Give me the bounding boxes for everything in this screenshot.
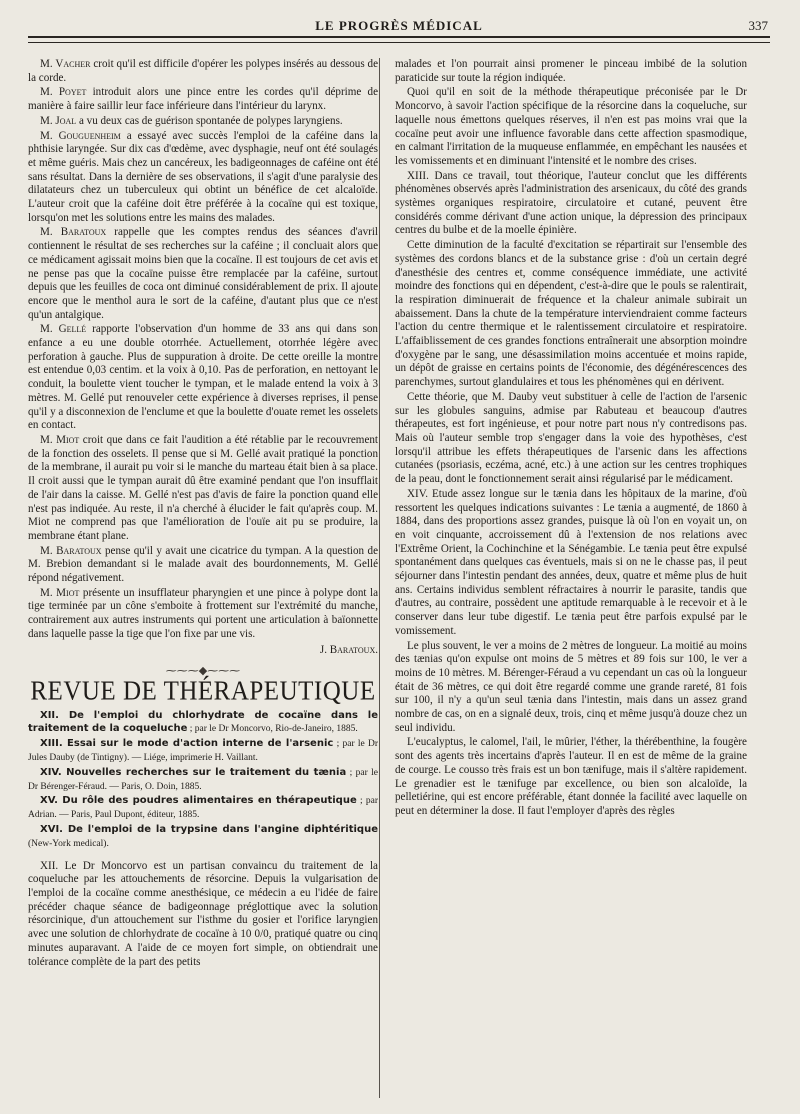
paragraph-text: croit qu'il est difficile d'opérer les polypes insérés au dessous de la corde. <box>28 58 378 84</box>
reference-number: XV. <box>40 795 63 807</box>
page-number: 337 <box>748 18 768 33</box>
reference-item <box>28 737 378 765</box>
header-rule <box>28 42 770 43</box>
review-paragraph: L'eucalyptus, le calomel, l'ail, le mûrier, l'éther, la thérébenthine, la fougère sont des agents très incertains d'après l'auteur. Il en est de même de la graine de courge. Le cousso très frais est un bon tænifuge, mais il s'altère rapidement. Le grenadier est le tænifuge par excellence, ou bien son alcaloïde, la pelletiérine, qui est encore préférable, étant donnée la facilité avec laquelle on peut en déterminer la dose. Il faut l'employer d'après des règles <box>395 736 747 817</box>
reference-item <box>28 823 378 851</box>
review-paragraph: Cette diminution de la faculté d'excitation se répartirait sur l'ensemble des systèmes des cordons blancs et de la substance grise : d'où un certain degré d'anesthésie des centres et, comme conséquence immédiate, une activité moindre des fonctions qui en dépendent, c'est-à-dire que le pouls se ralentirait, la respiration diminuerait de fréquence et la chaleur animale subirait un abaissement. Dans la chute de la température interviendraient comme facteurs l'action du centre thermique et le ralentissement circulatoire et respiratoire. L'affaiblissement de ces grandes fonctions entraînerait une absorption moindre d'oxygène par le sang, une désassimilation moins accentuée et moins rapide, un dépôt de graisse en certains points de l'économie, des dégénérescences des parenchymes, surtout glandulaires et tous les phénomènes qui en dérivent. <box>395 239 747 389</box>
reference-title: Du rôle des poudres alimentaires en thérapeutique <box>62 795 357 807</box>
paragraph-text: présente un insufflateur pharyngien et une pince à polype dont la tige terminée par un cône s'emboite à frottement sur l'extrémité du manche, contrairement aux autres instruments qui portent une articulation à baïonnette dans laquelle passe la tige que l'on fixe par une vis. <box>28 586 379 640</box>
paragraph-text: a vu deux cas de guérison spontanée de polypes laryngiens. <box>76 114 343 127</box>
reference-title: Essai sur le mode d'action interne de l'arsenic <box>67 738 334 750</box>
speaker-name: M. Poyet <box>40 86 87 99</box>
speaker-name: M. Joal <box>40 114 77 127</box>
reference-title: De l'emploi du chlorhydrate de cocaïne dans le traitement de la coqueluche <box>28 709 378 735</box>
minutes-paragraph <box>28 58 378 85</box>
reference-number: XIII. <box>40 738 68 750</box>
reference-detail: (New-York medical). <box>28 838 109 849</box>
signature: J. Baratoux. <box>319 643 378 656</box>
minutes-paragraph <box>28 434 378 544</box>
minutes-paragraph <box>28 323 378 433</box>
review-paragraph: malades et l'on pourrait ainsi promener le pinceau imbibé de la solution paraticide sur toute la région indiquée. <box>395 58 747 84</box>
speaker-name: M. Baratoux <box>40 544 102 557</box>
paragraph-text: pense qu'il y avait une cicatrice du tympan. A la question de M. Brebion demandant si le malade avait des bourdonnements, M. Gellé répond négativement. <box>28 544 379 585</box>
review-paragraph: Quoi qu'il en soit de la méthode thérapeutique préconisée par le Dr Moncorvo, à savoir l'action spécifique de la résorcine dans la coqueluche, sur laquelle nous émettons quelques réserves, il n'en est pas moins vrai que la cocaïne peut avoir une influence favorable dans cette affection spasmodique, en calmant l'irritation de la muqueuse enflammée, en empêchant les nausées et les vomissements et en diminuant l'intensité et le nombre des crises. <box>395 86 747 167</box>
minutes-paragraph <box>28 545 378 586</box>
review-paragraph: Le plus souvent, le ver a moins de 2 mètres de longueur. La moitié au moins des tænias qu'on expulse ont moins de 5 mètres et 89 fois sur 100, le ver a moins de 10 mètres. M. Bérenger-Féraud a vu cependant un cas où la longueur était de 36 mètres, ce qui doit être regardé comme une grande rareté, 81 fois sur 100, il n'y a qu'un seul tænia dans l'intestin, mais dans un assez grand nombre de cas, on en a signalé deux, trois, cinq et même jusqu'à douze chez un seul individu. <box>395 639 747 734</box>
review-paragraph: XIV. Etude assez longue sur le tænia dans les hôpitaux de la marine, d'où ressortent les quelques indications suivantes : Le tænia a augmenté, de 1860 à 1884, dans des proportions assez grandes, puisque là où l'on en voyait un, on en voit cinquante, accroissement dû à l'extension de nos relations avec l'Extrême Orient, la Cochinchine et la Sénégambie. Le tænia peut être expulsé spontanément dans quelques cas éventuels, mais si on ne le chasse pas, il peut séjourner dans l'intestin pendant des années, deux, quatre et même plus de huit ans. Certains individus semblent réfractaires à nourrir le parasite, tandis que d'autres, au contraire, possèdent une aptitude remarquable à le recevoir et à le conserver dans leur tube digestif. Le tænia peut être parfois expulsé par le vomissement. <box>395 487 747 637</box>
speaker-name: M. Miot <box>40 433 80 446</box>
minutes-paragraph <box>28 587 378 642</box>
column-divider <box>379 58 380 1098</box>
paragraph-text: a essayé avec succès l'emploi de la caféine dans la phthisie laryngée. Sur dix cas d'œdème, avec dysphagie, neuf ont été soulagés et même guéris. Mais chez un cancéreux, les badigeonnages de caféine ont été sans résultat. Dans la dernière de ses observations, il s'agit d'une paralysie des dilatateurs chez un tuberculeux qui obtint un bénéfice de cet alcaloïde. L'auteur croit que la caféine doit être préférée à la cocaïne qui est toxique, lorsqu'on met les solutions entre les mains des malades. <box>28 129 378 224</box>
reference-detail: ; par le Dr Bérenger-Féraud. — Paris, O. Doin, 1885. <box>28 767 378 792</box>
reference-detail: ; par Adrian. — Paris, Paul Dupont, éditeur, 1885. <box>28 796 378 821</box>
paragraph-text: rappelle que les comptes rendus des séances d'avril contiennent le résultat de ses recherches sur la caféine ; il concluait alors que ce médicament agissait moins bien que la cocaïne. Il est toujours de cet avis et ne pense pas que la cocaïne puisse être remplacée par la caféine, surtout depuis que les feuilles de coca ont diminué considérablement de prix. Il ajoute encore que le menthol aura le sort de la caféine, d'autant plus que ce n'est qu'un antalgique. <box>28 226 379 321</box>
reference-detail: ; par le Dr Moncorvo, Rio-de-Janeiro, 1885. <box>187 724 358 735</box>
minutes-paragraph <box>28 130 378 226</box>
reference-item <box>28 709 378 737</box>
speaker-name: M. Gouguenheim <box>40 129 121 142</box>
reference-title: Nouvelles recherches sur le traitement du tænia <box>66 766 347 778</box>
page-header <box>28 14 770 38</box>
paragraph-text: croit que dans ce fait l'audition a été rétablie par le recouvrement de la fonction des osselets. Il pense que si M. Gellé avait pratiqué la ponction de la membrane, il aurait pu voir si le manche du marteau était bien à sa place. Il croit aussi que le tympan aurait dû être examiné pendant que l'on insufflait de l'air dans la caisse. M. Gellé n'est pas d'avis de faire la ponction quand elle n'est pas indiquée. Au reste, il n'a cherché à élucider le fait qu'après coup. M. Miot ne comprend pas que l'amélioration de l'ouïe ait pu se produire, la membrane étant plane. <box>28 433 378 542</box>
reference-item <box>28 766 378 794</box>
left-column <box>28 58 378 970</box>
journal-title: LE PROGRÈS MÉDICAL <box>315 18 483 33</box>
closing-paragraph: XII. Le Dr Moncorvo est un partisan convaincu du traitement de la coqueluche par les attouchements de résorcine. Depuis la vulgarisation de l'emploi de la cocaïne comme anesthésique, ce médecin a eu l'idée de faire précéder chaque séance de badigeonnage préglottique avec la solution résorcinique, d'un attouchement sur l'isthme du gosier et l'orifice laryngien avec une solution de chlorhydrate de cocaïne à 10 0/0, pratiqué quatre ou cinq minutes auparavant. A l'aide de ce moyen fort simple, on obtiendrait une tolérance complète de la part des petits <box>28 859 378 968</box>
section-title: REVUE DE THÉRAPEUTIQUE <box>30 676 376 707</box>
minutes-paragraph <box>28 86 378 113</box>
reference-title: De l'emploi de la trypsine dans l'angine diphtéritique <box>67 824 378 836</box>
reference-list <box>28 709 378 851</box>
speaker-name: M. Miot <box>40 586 80 599</box>
speaker-name: M. Gellé <box>40 323 87 336</box>
reference-number: XII. <box>40 709 69 721</box>
paragraph-text: introduit alors une pince entre les cordes qu'il déprime de manière à faire saillir leur face inférieure dans l'intérieur du larynx. <box>28 86 378 113</box>
reference-number: XVI. <box>40 824 68 836</box>
minutes-paragraphs <box>28 58 378 642</box>
right-column <box>395 58 747 820</box>
review-paragraphs <box>395 58 747 819</box>
speaker-name: M. Vacher <box>40 58 91 70</box>
minutes-paragraph <box>28 226 378 322</box>
ornament-divider: ⁓⁓⁓◆⁓⁓⁓ <box>165 665 241 678</box>
speaker-name: M. Baratoux <box>40 226 107 239</box>
reference-number: XIV. <box>40 766 67 778</box>
minutes-paragraph <box>28 115 378 129</box>
paragraph-text: rapporte l'observation d'un homme de 33 ans qui dans son enfance a eu une double otorrhée. Actuellement, otorrhée légère avec perforation à gauche. Plus de suppuration à droite. De cette oreille la montre est entendue 0,03 centim. et la voix à 0,10. Pas de perforation, en nettoyant le conduit, la boulette vient toucher le tympan, et le malade entend la voix à 3 mètres. M. Gellé put renouveler cette expérience à diverses reprises, il pense qu'il y a disconnexion de l'enclume et que la boulette d'ouate remet les osselets en contact. <box>28 323 378 432</box>
reference-item <box>28 794 378 822</box>
review-paragraph: Cette théorie, que M. Dauby veut substituer à celle de l'action de l'arsenic sur les globules sanguins, admise par Rabuteau et beaucoup d'autres thérapeutes, est fort ingénieuse, et pour notre part nous n'y contredisons pas. Mais où l'auteur semble trop s'engager dans la voie des hypothèses, c'est lorsqu'il attribue les effets thérapeutiques de l'arsenic dans les affections cutanées (psoriasis, eczéma, acné, etc.) à une action sur les centres trophiques de la peau, dont le fonctionnement serait ainsi régularisé par le médicament. <box>395 390 747 486</box>
reference-detail: ; par le Dr Jules Dauby (de Tintigny). — Liége, imprimerie H. Vaillant. <box>28 739 379 764</box>
review-paragraph: XIII. Dans ce travail, tout théorique, l'auteur conclut que les différents phénomènes observés après l'administration des arsenicaux, du côté des grands systèmes organiques respiratoire, circulatoire et cutané, peuvent être considérés comme dérivant d'une action unique, la dépression des principaux centres du bulbe et de la moelle épinière. <box>395 169 747 237</box>
